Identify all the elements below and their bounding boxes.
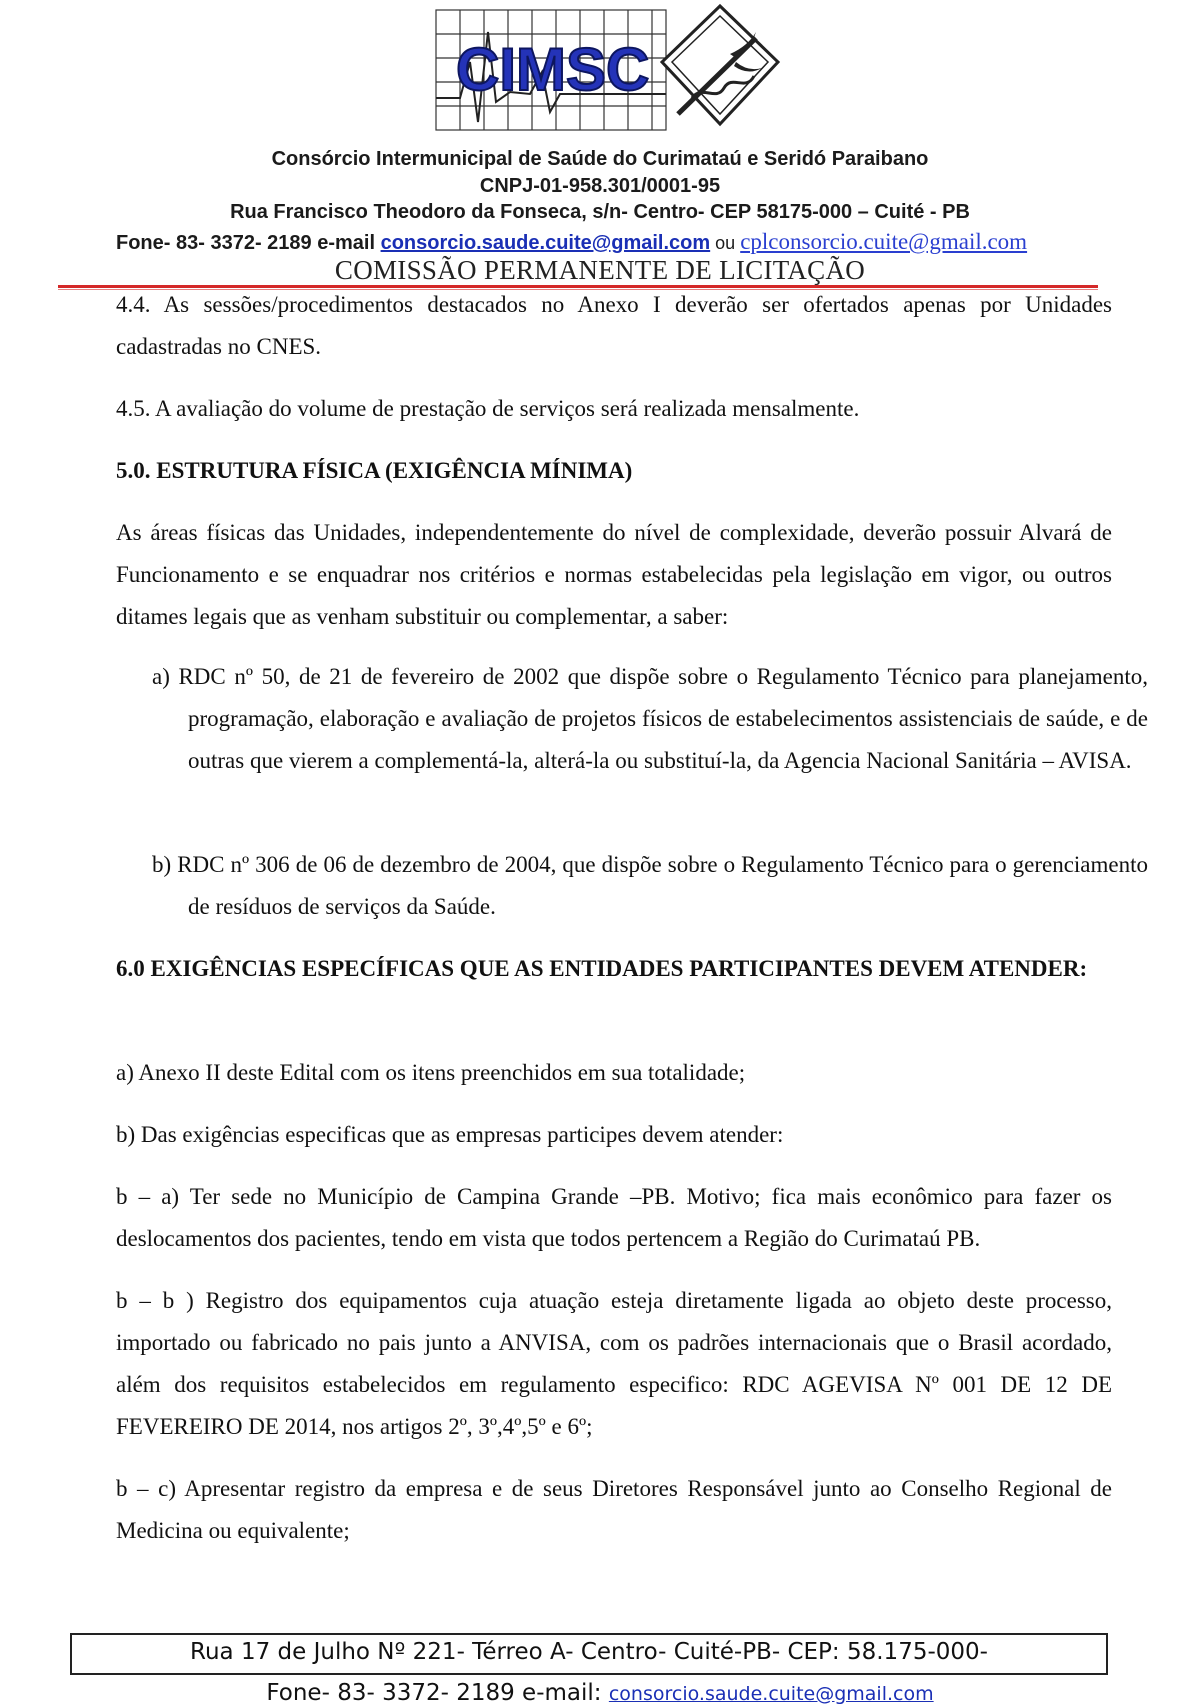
header-phone: Fone- 83- 3372- 2189 e-mail (116, 232, 381, 254)
footer-phone: Fone- 83- 3372- 2189 e-mail: (266, 1680, 609, 1706)
header-commission: COMISSÃO PERMANENTE DE LICITAÇÃO (334, 255, 866, 285)
paragraph-6-b: b) Das exigências especificas que as empresas participes devem atender: (116, 1122, 784, 1147)
header-email-link-1[interactable]: consorcio.saude.cuite@gmail.com (380, 232, 711, 254)
footer-email-link[interactable]: consorcio.saude.cuite@gmail.com (608, 1683, 934, 1705)
paragraph-4-5: 4.5. A avaliação do volume de prestação de serviços será realizada mensalmente. (116, 396, 860, 421)
paragraph-4-4: 4.4. As sessões/procedimentos destacados no Anexo I deverão ser ofertados apenas por Unidades cadastradas no CNES. (116, 292, 1112, 359)
list-item-b: b) RDC nº 306 de 06 de dezembro de 2004, que dispõe sobre o Regulamento Técnico para o gerenciamento de resíduos de serviços da Saúde. (152, 852, 1148, 919)
header-contact (116, 229, 1027, 255)
paragraph-6-bc: b – c) Apresentar registro da empresa e de seus Diretores Responsável junto ao Conselho Regional de Medicina ou equivalente; (116, 1476, 1112, 1543)
paragraph-6-ba: b – a) Ter sede no Município de Campina Grande –PB. Motivo; fica mais econômico para fazer os deslocamentos dos pacientes, tendo em vista que todos pertencem a Região do Curimataú PB. (116, 1184, 1112, 1251)
footer-address: Rua 17 de Julho Nº 221- Térreo A- Centro- Cuité-PB- CEP: 58.175-000- (190, 1639, 988, 1665)
header-email-link-2[interactable]: cplconsorcio.cuite@gmail.com (740, 229, 1028, 254)
paragraph-6-bb: b – b ) Registro dos equipamentos cuja atuação esteja diretamente ligada ao objeto deste processo, importado ou fabricado no pais junto a ANVISA, com os padrões internacionais que o Brasil acordado, além dos requisitos estabelecidos em regulamento especifico: RDC AGEVISA Nº 001 DE 12 DE FEVEREIRO DE 2014, nos artigos 2º, 3º,4º,5º e 6º; (116, 1288, 1112, 1439)
section-heading-5: 5.0. ESTRUTURA FÍSICA (EXIGÊNCIA MÍNIMA) (116, 458, 633, 483)
header-org-name: Consórcio Intermunicipal de Saúde do Curimataú e Seridó Paraibano (271, 148, 929, 170)
cimsc-logo (430, 2, 800, 142)
header-cnpj: CNPJ-01-958.301/0001-95 (479, 175, 721, 197)
logo-lettering: CIMSC (456, 36, 650, 103)
header-or-word: ou (710, 233, 741, 253)
paragraph-6-a: a) Anexo II deste Edital com os itens preenchidos em sua totalidade; (116, 1060, 746, 1085)
section-heading-6: 6.0 EXIGÊNCIAS ESPECÍFICAS QUE AS ENTIDADES PARTICIPANTES DEVEM ATENDER: (116, 956, 1088, 981)
list-item-a: a) RDC nº 50, de 21 de fevereiro de 2002 que dispõe sobre o Regulamento Técnico para planejamento, programação, elaboração e avaliação de projetos físicos de estabelecimentos assistenciais de saúde, e de outras que vierem a complementá-la, alterá-la ou substituí-la, da Agencia Nacional Sanitária – AVISA. (152, 664, 1148, 773)
paragraph-5-intro: As áreas físicas das Unidades, independentemente do nível de complexidade, deverão possuir Alvará de Funcionamento e se enquadrar nos critérios e normas estabelecidas pela legislação em vigor, ou outros ditames legais que as venham substituir ou complementar, a saber: (116, 520, 1112, 629)
footer-contact (0, 1680, 1200, 1706)
header-address: Rua Francisco Theodoro da Fonseca, s/n- Centro- CEP 58175-000 – Cuité - PB (230, 201, 970, 223)
